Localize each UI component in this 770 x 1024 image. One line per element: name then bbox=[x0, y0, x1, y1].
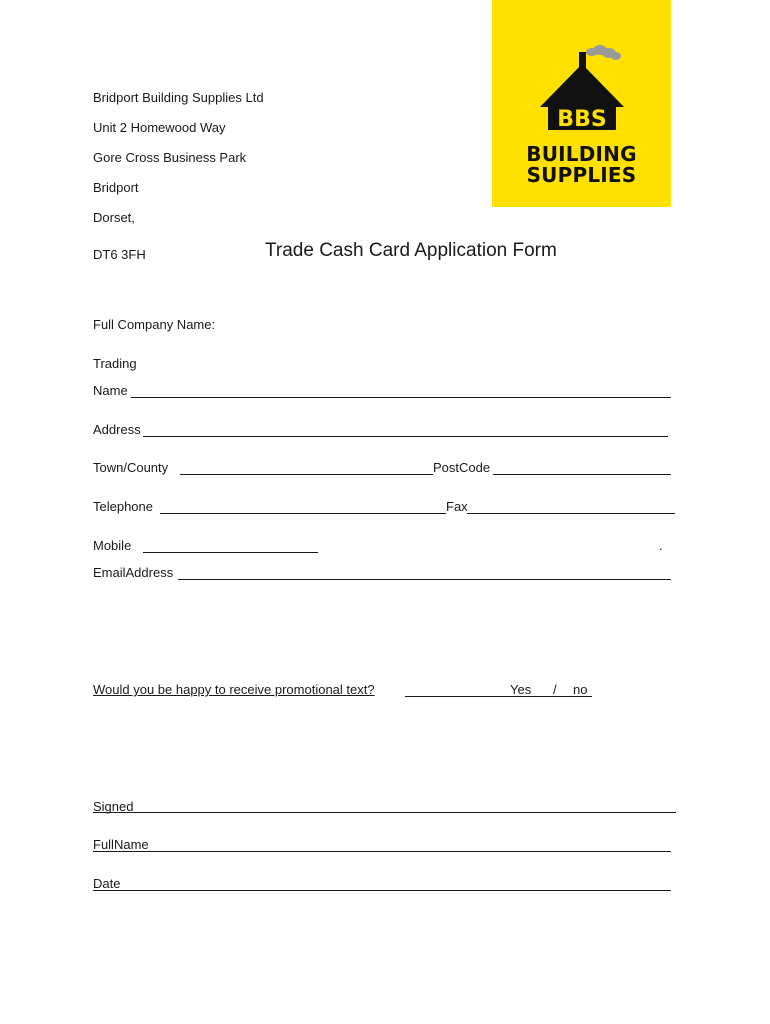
mobile-dot: . bbox=[659, 538, 663, 553]
telephone-label: Telephone bbox=[93, 499, 153, 514]
postcode-field[interactable] bbox=[493, 474, 671, 475]
town-county-field[interactable] bbox=[180, 474, 433, 475]
promo-question: Would you be happy to receive promotional text? bbox=[93, 682, 375, 697]
address-line-county: Dorset, bbox=[93, 210, 135, 225]
address-field[interactable] bbox=[143, 436, 668, 437]
address-line-town: Bridport bbox=[93, 180, 139, 195]
promo-separator: / bbox=[553, 682, 557, 697]
email-address-field[interactable] bbox=[178, 579, 671, 580]
bbs-logo bbox=[492, 0, 671, 207]
fax-label: Fax bbox=[446, 499, 468, 514]
full-name-label: FullName bbox=[93, 837, 149, 852]
full-company-name-label: Full Company Name: bbox=[93, 317, 216, 332]
date-field[interactable] bbox=[93, 890, 671, 891]
full-name-field[interactable] bbox=[93, 851, 671, 852]
name-label: Name bbox=[93, 383, 128, 398]
mobile-field[interactable] bbox=[143, 552, 318, 553]
signed-label: Signed bbox=[93, 799, 134, 814]
fax-field[interactable] bbox=[467, 513, 675, 514]
address-line-unit: Unit 2 Homewood Way bbox=[93, 120, 226, 135]
address-line-postcode: DT6 3FH bbox=[93, 247, 146, 262]
promo-yes-option[interactable]: Yes bbox=[510, 682, 532, 697]
logo-monogram: BBS bbox=[557, 107, 607, 132]
promo-no-option[interactable]: no bbox=[573, 682, 588, 697]
company-name: Bridport Building Supplies Ltd bbox=[93, 90, 264, 105]
town-county-label: Town/County bbox=[93, 460, 169, 475]
email-address-label: EmailAddress bbox=[93, 565, 174, 580]
signature-field[interactable] bbox=[93, 812, 676, 813]
date-label: Date bbox=[93, 876, 121, 891]
logo-line-building: BUILDING bbox=[526, 142, 637, 166]
mobile-label: Mobile bbox=[93, 538, 132, 553]
trading-label: Trading bbox=[93, 356, 137, 371]
house-with-smoke-icon bbox=[492, 0, 671, 140]
address-label: Address bbox=[93, 422, 141, 437]
promo-answer-underline bbox=[405, 696, 592, 697]
trading-name-field[interactable] bbox=[131, 397, 671, 398]
telephone-field[interactable] bbox=[160, 513, 446, 514]
postcode-label: PostCode bbox=[433, 460, 491, 475]
form-title: Trade Cash Card Application Form bbox=[265, 240, 557, 261]
logo-line-supplies: SUPPLIES bbox=[526, 163, 637, 187]
address-line-park: Gore Cross Business Park bbox=[93, 150, 247, 165]
